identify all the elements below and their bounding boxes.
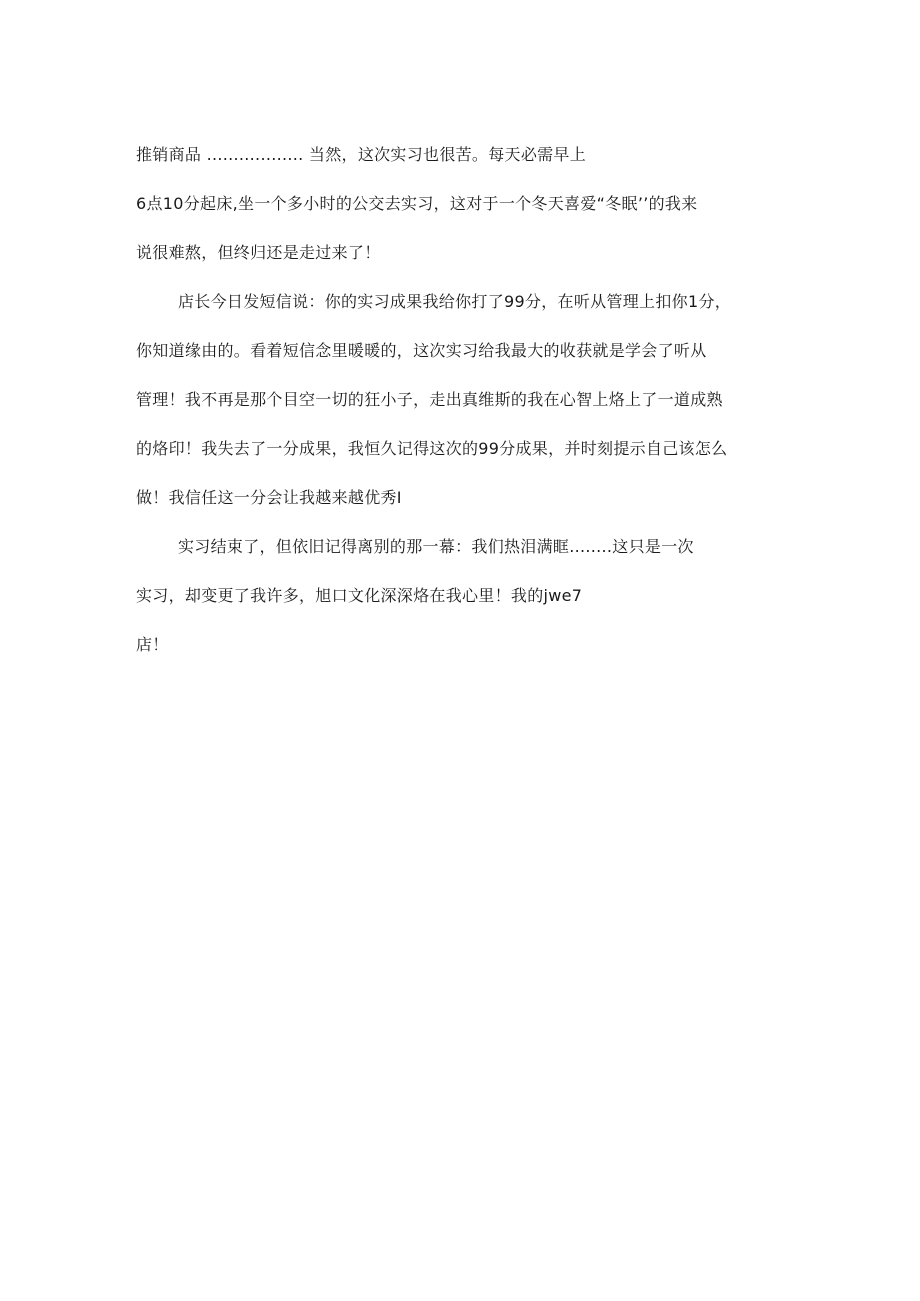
text-line: 店！ <box>136 635 169 654</box>
paragraph-first-line: 实习结束了，但依旧记得离别的那一幕：我们热泪满眶........这只是一次 <box>178 537 694 556</box>
text-line: 管理！我不再是那个目空一切的狂小子，走出真维斯的我在心智上烙上了一道成熟 <box>136 390 723 409</box>
text-line: 说很难熬，但终归还是走过来了！ <box>136 243 381 262</box>
text-line: 推销商品 .................. 当然，这次实习也很苦。每天必需早上 <box>136 145 587 164</box>
text-line: 做！我信任这一分会让我越来越优秀I <box>136 488 402 507</box>
text-line: 6点10分起床,坐一个多小时的公交去实习，这对于一个冬天喜爱“冬眠’’的我来 <box>136 194 698 213</box>
document-body <box>136 138 796 677</box>
text-line: 你知道缘由的。看着短信念里暖暖的，这次实习给我最大的收获就是学会了听从 <box>136 341 707 360</box>
text-line: 实习，却变更了我许多，旭口文化深深烙在我心里！我的jwe7 <box>136 586 583 605</box>
paragraph-first-line: 店长今日发短信说：你的实习成果我给你打了99分，在听从管理上扣你1分， <box>178 292 732 311</box>
text-line: 的烙印！我失去了一分成果，我恒久记得这次的99分成果，并时刻提示自己该怎么 <box>136 439 728 458</box>
